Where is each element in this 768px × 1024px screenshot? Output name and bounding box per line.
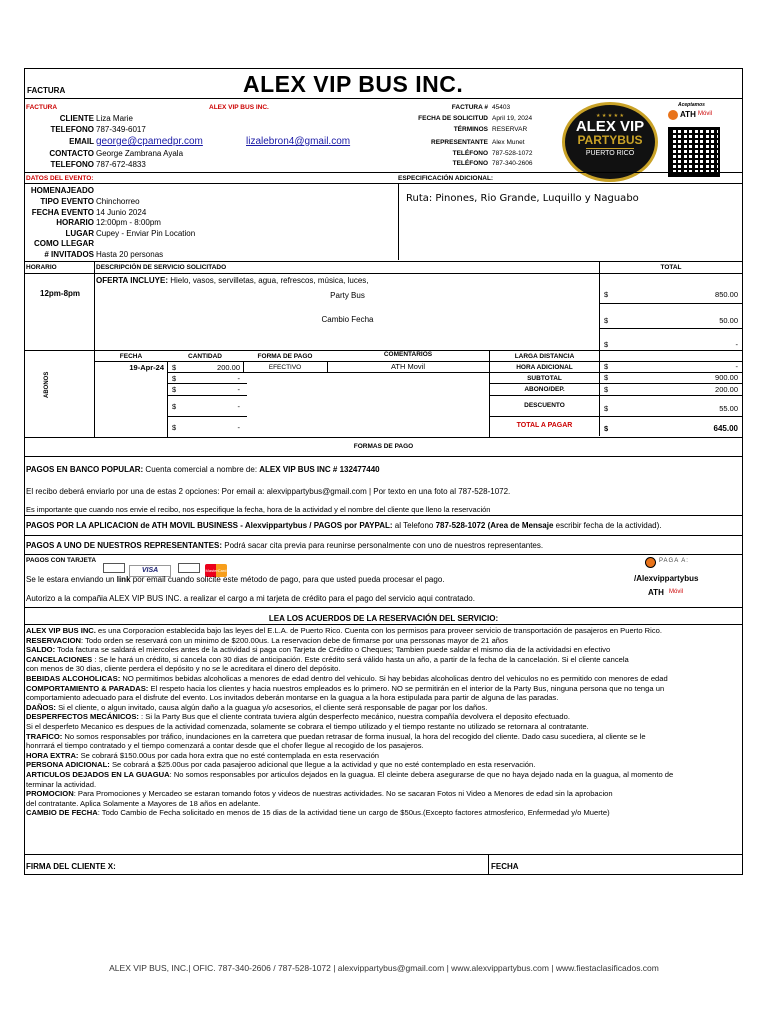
- fecha-evento-label: FECHA EVENTO: [31, 208, 94, 217]
- abono-row3-cant: -: [237, 385, 240, 394]
- total-pagar-value: 645.00: [713, 424, 738, 433]
- terms-line: DAÑOS: Si el cliente, o algun invitado, causa algún daño a la guagua y/o acsesorios, el cliente será responsable de pagar por los daños.: [26, 702, 488, 712]
- total-pagar-label: TOTAL A PAGAR: [516, 422, 573, 429]
- terms-line: del contratante. Aplica Solamente a Mayores de 18 años en adelante.: [26, 798, 261, 808]
- service-item-2-cur: $: [604, 316, 609, 325]
- subtotal-value: 900.00: [715, 373, 738, 382]
- representante-label: REPRESENTANTE: [431, 139, 488, 146]
- footer-text: ALEX VIP BUS, INC.| OFIC. 787-340-2606 / 787-528-1072 | alexvippartybus@gmail.com | www.alexvippartybus.com | www.fiestaclasificados.com: [109, 963, 659, 973]
- terms-line: PROMOCION: Para Promociones y Mercadeo se estaran tomando fotos y videos de nuestras actividades. No se sacaran Fotos ni Video a Menores de edad sin la aprobacion: [26, 789, 613, 799]
- ath-text: ATH: [648, 588, 664, 597]
- abono-dep-label: ABONO/DEP.: [524, 386, 565, 393]
- subtotal-cur: $: [604, 373, 609, 382]
- fecha-evento-value: 14 Junio 2024: [96, 208, 147, 217]
- ruta-text: Ruta: Pinones, Rio Grande, Luquillo y Naguabo: [406, 193, 639, 204]
- telefono2-value: 787-672-4833: [96, 160, 146, 169]
- recibo-line: El recibo deberá enviarlo por una de estas 2 opciones: Por email a: alexvippartybus@gmail.com | Por texto en una foto al 787-528-1072.: [26, 487, 511, 496]
- aceptamos-label: Aceptamos: [678, 102, 705, 108]
- tipo-evento-label: TIPO EVENTO: [40, 197, 94, 206]
- hora-adicional-cur: $: [604, 362, 609, 371]
- representantes-line: PAGOS A UNO DE NUESTROS REPRESENTANTES: Podrá sacar cita previa para reunirse personalmente con uno de nuestros representantes.: [26, 541, 544, 550]
- ath-paga-icon: [645, 557, 656, 568]
- abono-row1-fecha: 19-Apr-24: [129, 363, 164, 372]
- contacto-value: George Zambrana Ayala: [96, 149, 184, 158]
- terms-list: [26, 626, 740, 818]
- invitados-label: # INVITADOS: [44, 250, 94, 259]
- telefono-label: TELEFONO: [50, 125, 94, 134]
- service-item-2-desc: Cambio Fecha: [321, 315, 374, 324]
- company-title: ALEX VIP BUS INC.: [243, 71, 464, 97]
- abono-row3-cur: $: [172, 385, 177, 394]
- email2-link[interactable]: lizalebron4@gmail.com: [246, 136, 351, 147]
- service-item-1-cur: $: [604, 290, 609, 299]
- col-cantidad: CANTIDAD: [188, 353, 222, 360]
- terms-line: DESPERFECTOS MECÁNICOS: : Si la Party Bus que el cliente contrata tuviera algún desperfecto mecánico, nuestra compañía devolvera el deposito efectuado.: [26, 712, 570, 722]
- terms-line: CAMBIO DE FECHA: Todo Cambio de Fecha solicitado en menos de 15 dias de la actividad tiene un cargo de $50us.(Excepto factores atmosferico, Enfermedad y/o Muerte): [26, 808, 610, 818]
- email-link[interactable]: george@cpamedpr.com: [96, 136, 203, 147]
- homenajeado-label: HOMENAJEADO: [30, 186, 94, 195]
- service-item-1-amount: 850.00: [715, 290, 738, 299]
- lugar-label: LUGAR: [65, 229, 94, 238]
- especificacion-label: ESPECIFICACIÓN ADICIONAL:: [398, 175, 494, 182]
- terms-line: Si el desperfeto Mecanico es despues de la actividad comenzada, solamente se cobrara el tiempo utilizado y el tiempo restante no utilizado se retornara al contratante.: [26, 721, 589, 731]
- abono-dep-cur: $: [604, 385, 609, 394]
- terminos-value: RESERVAR: [492, 126, 528, 133]
- abono-row1-cur: $: [172, 363, 177, 372]
- datos-evento-label: DATOS DEL EVENTO:: [26, 175, 94, 182]
- col-fecha: FECHA: [119, 353, 143, 360]
- col-comentarios: COMENTARIOS: [383, 351, 433, 358]
- terms-line: HORA EXTRA: Se cobrará $150.00us por cada hora extra que no esté contemplada en esta reservación: [26, 750, 380, 760]
- terms-title: LEA LOS ACUERDOS DE LA RESERVACIÓN DEL SERVICIO:: [268, 614, 499, 623]
- col-forma: FORMA DE PAGO: [257, 353, 313, 360]
- paga-a-label: PAGA A:: [659, 558, 689, 564]
- abono-dep-value: 200.00: [715, 385, 738, 394]
- invitados-value: Hasta 20 personas: [96, 250, 164, 259]
- abono-row5-cant: -: [237, 423, 240, 432]
- terms-line: con menos de 30 dias, cliente perdera el depósito y no se le acreditara el dinero del depósito.: [26, 664, 341, 674]
- cliente-label: CLIENTE: [59, 114, 94, 123]
- abono-row4-cur: $: [172, 402, 177, 411]
- ath-logo-text: ATH: [680, 110, 696, 119]
- horario-col-header: HORARIO: [26, 264, 57, 271]
- terms-line: comportamiento adecuado para el disfrute del evento. Los invitados deberán montarse en la guagua a la hora estipulada para partir de alguna de las paradas.: [26, 693, 559, 703]
- fecha-firma-label: FECHA: [491, 862, 519, 871]
- terms-line: TRAFICO: No somos responsables por tráfico, inundaciones en la carretera que puedan retrasar de forma inusual, la hora del recogido del cliente. Dado casu sucediera, al cliente se le: [26, 731, 646, 741]
- telefono-rep-value: 787-528-1072: [492, 150, 533, 157]
- total-pagar-cur: $: [604, 424, 609, 433]
- descuento-label: DESCUENTO: [524, 402, 565, 409]
- terms-line: BEBIDAS ALCOHOLICAS: NO permitimos bebidas alcoholicas a menores de edad dentro del vehiculo. Si hay bebidas alcoholicas dentro del vehiculos no es permitido con menores de edad: [26, 673, 668, 683]
- oferta-line: OFERTA INCLUYE: Hielo, vasos, servilletas, agua, refrescos, música, luces,: [96, 276, 369, 285]
- factura-no-value: 45403: [492, 104, 511, 111]
- terms-line: SALDO: Toda factura se saldará el miercoles antes de la actividad si paga con Tarjeta de Crédito o Cheques; Tambien puede saldar el mismo dia de la actividadsi en efectivo: [26, 645, 611, 655]
- larga-distancia-label: LARGA DISTANCIA: [514, 353, 575, 360]
- hora-adicional-label: HORA ADICIONAL: [516, 364, 573, 371]
- abono-row4-cant: -: [237, 402, 240, 411]
- terminos-label: TÉRMINOS: [453, 126, 488, 133]
- ath-handle: /Alexvippartybus: [634, 574, 699, 583]
- lugar-value: Cupey - Enviar Pin Location: [96, 229, 196, 238]
- como-llegar-label: COMO LLEGAR: [34, 239, 94, 248]
- alex-vip-logo: ★ ★ ★ ★ ★ ALEX VIP PARTYBUS PUERTO RICO: [562, 102, 658, 182]
- ath-movil-line: PAGOS POR LA APLICACION de ATH MOVIL BUSINESS - Alexvippartybus / PAGOS por PAYPAL: al Telefono 787-528-1072 (Area de Mensaje escribir fecha de la actividad).: [26, 521, 662, 530]
- terms-line: RESERVACION: Todo orden se reservará con un minimo de $200.00us. La reservacion debe de firmarse por una perssonas mayor de 21 años: [26, 635, 509, 645]
- firma-label: FIRMA DEL CLIENTE X:: [26, 862, 116, 871]
- contacto-label: CONTACTO: [49, 149, 94, 158]
- telefono-rep2-label: TELÉFONO: [452, 160, 488, 167]
- factura-section-label: FACTURA: [26, 104, 58, 111]
- abono-row1-cant: 200.00: [217, 363, 240, 372]
- telefono2-label: TELEFONO: [50, 160, 94, 169]
- tipo-evento-value: Chinchorreo: [96, 197, 140, 206]
- representante-value: Alex Munet: [492, 139, 525, 146]
- fecha-solicitud-label: FECHA DE SOLICITUD: [418, 115, 488, 122]
- cliente-value: Liza Marie: [96, 114, 133, 123]
- mastercard-checkbox[interactable]: [178, 563, 200, 573]
- link-line: Se le estara enviando un link por email cuando solicite este método de pago, para que usted pueda procesar el pago.: [26, 575, 445, 584]
- terms-line: honrrará el tiempo contratado y el tiempo comenzará a contar desde que el chofer llegue al recogido de los pasajeros.: [26, 741, 424, 751]
- terms-line: COMPORTAMIENTO & PARADAS: El respeto hacia los clientes y hacia nuestros empleados es lo primero. NO se permitirán en el interior de la Party Bus, ninguna persona que no tenga un: [26, 683, 665, 693]
- service-item-2-amount: 50.00: [719, 316, 738, 325]
- terms-line: CANCELACIONES : Se le hará un crédito, si cancela con 30 dias de anticipación. Este crédito será válido hasta un año, a partir de la fecha de la cancelación. Si el cliente cancela: [26, 654, 629, 664]
- telefono-rep2-value: 787-340-2606: [492, 160, 533, 167]
- qr-code-icon: [668, 127, 720, 177]
- visa-checkbox[interactable]: [103, 563, 125, 573]
- company-small: ALEX VIP BUS INC.: [209, 104, 269, 111]
- email-label: EMAIL: [69, 137, 94, 146]
- fecha-solicitud-value: April 19, 2024: [492, 115, 533, 122]
- abonos-label: ABONOS: [44, 371, 50, 398]
- descuento-cur: $: [604, 404, 609, 413]
- hora-adicional-value: -: [735, 362, 738, 371]
- ath-logo-movil: Móvil: [698, 111, 713, 117]
- importante-line: Es importante que cuando nos envie el recibo, nos especifique la fecha, hora de la actividad y el nombre del cliente que lleno la reservación: [26, 505, 491, 514]
- descripcion-col-header: DESCRIPCIÓN DE SERVICIO SOLICITADO: [96, 264, 227, 271]
- descuento-value: 55.00: [719, 404, 738, 413]
- telefono-rep-label: TELÉFONO: [452, 150, 488, 157]
- abono-row2-cur: $: [172, 374, 177, 383]
- telefono-value: 787-349-6017: [96, 125, 146, 134]
- service-item-1-desc: Party Bus: [330, 291, 365, 300]
- mastercard-logo-icon: MasterCard: [205, 564, 227, 577]
- ath-logo-icon: [668, 110, 678, 120]
- abono-row5-cur: $: [172, 423, 177, 432]
- subtotal-label: SUBTOTAL: [527, 375, 562, 382]
- visa-logo-icon: VISA: [129, 565, 171, 577]
- total-col-header: TOTAL: [660, 264, 682, 271]
- horario-value: 12:00pm - 8:00pm: [96, 218, 161, 227]
- abono-row1-com: ATH Movil: [390, 362, 426, 371]
- terms-line: terminar la actividad.: [26, 779, 97, 789]
- factura-no-label: FACTURA #: [451, 104, 488, 111]
- pagos-tarjeta-label: PAGOS CON TARJETA: [26, 557, 97, 564]
- formas-pago-title: FORMAS DE PAGO: [353, 443, 414, 450]
- service-item-3-cur: $: [604, 340, 609, 349]
- terms-line: ALEX VIP BUS INC. es una Corporacion establecida bajo las leyes del E.L.A. de Puerto Rico. Cuenta con los permisos para proveer servicio de transportación de pasajeros en Puerto Rico.: [26, 626, 662, 635]
- abono-row1-forma: EFECTIVO: [268, 364, 302, 371]
- autorizo-line: Autorizo a la compañia ALEX VIP BUS INC. a realizar el cargo a mi tarjeta de crédito para el pago del servicio aqui contratado.: [26, 594, 475, 603]
- abono-row2-cant: -: [237, 374, 240, 383]
- terms-line: ARTICULOS DEJADOS EN LA GUAGUA: No somos responsables por articulos dejados en la guagua. El cleinte debera asegurarse de que no haya dejado nada en la guagua, al momento de: [26, 769, 674, 779]
- horario-label: HORARIO: [56, 218, 94, 227]
- factura-label: FACTURA: [27, 86, 66, 95]
- service-item-3-amount: -: [735, 340, 738, 349]
- banco-popular-line: PAGOS EN BANCO POPULAR: Cuenta comercial a nombre de: ALEX VIP BUS INC # 132477440: [26, 465, 380, 474]
- ath-movil-text: Móvil: [669, 589, 684, 595]
- terms-line: PERSONA ADICIONAL: Se cobrará a $25.00us por cada pasajeroo adicional que llegue a la actividad y que no esté contemplado en esta reservación.: [26, 760, 536, 770]
- service-horario: 12pm-8pm: [40, 289, 81, 298]
